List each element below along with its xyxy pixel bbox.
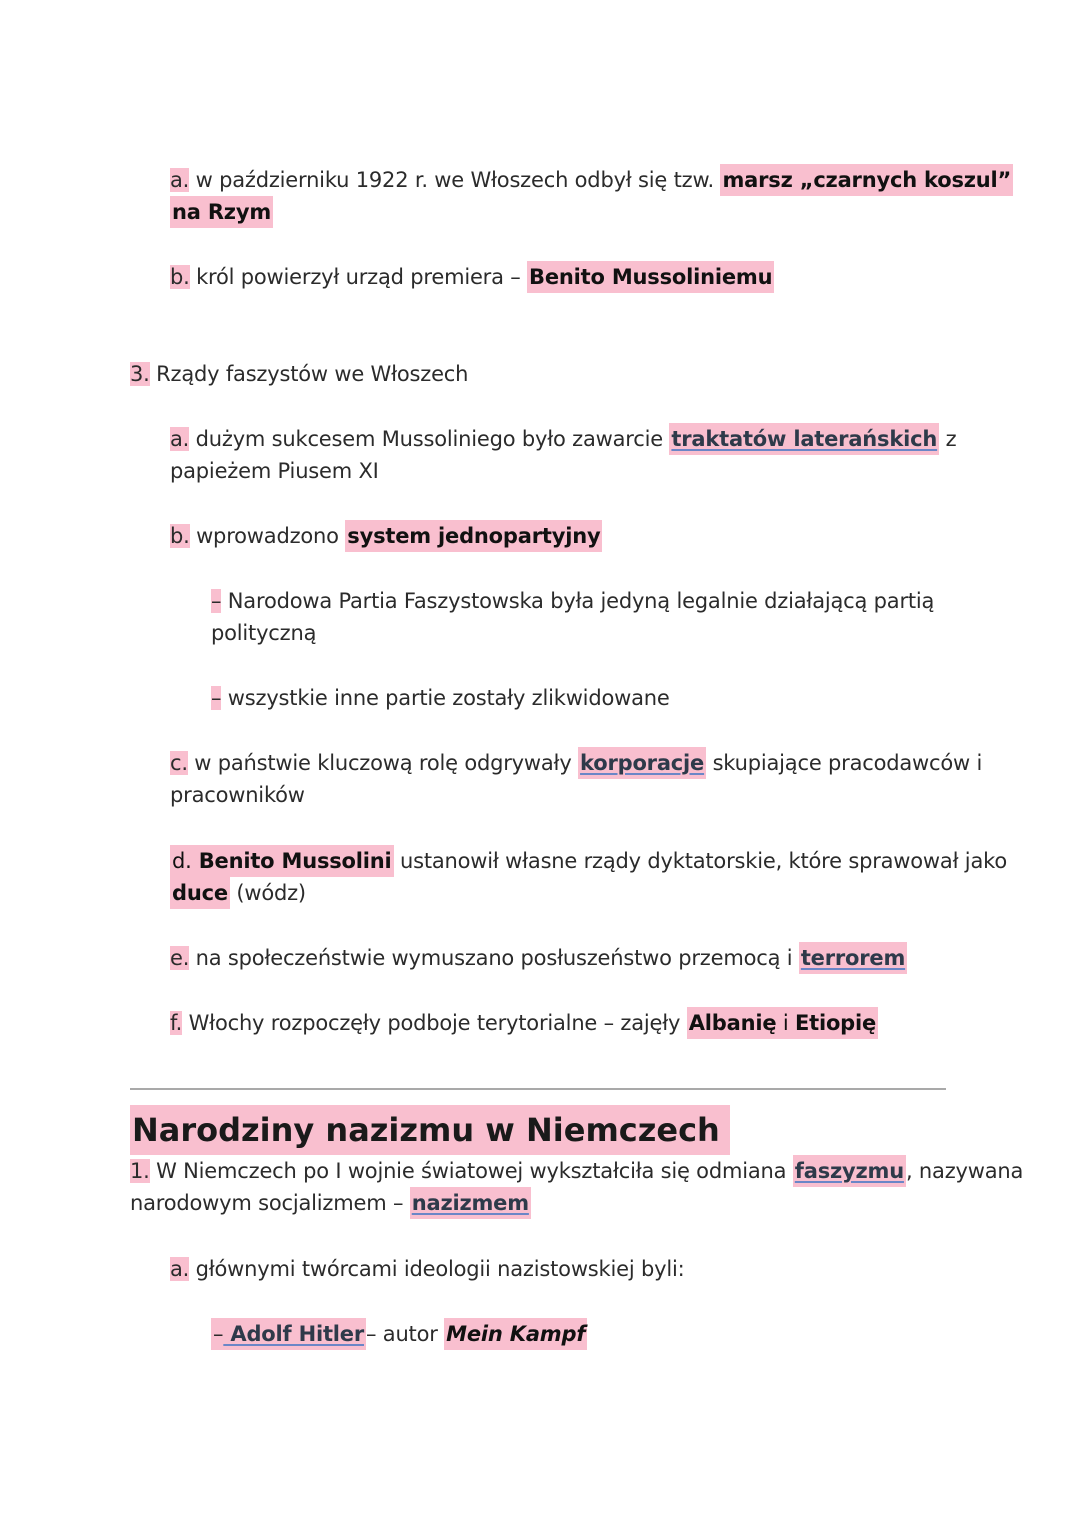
key-term: duce [170, 877, 230, 909]
subitem-3b-1-line2 [211, 617, 316, 649]
item-text: – autor [366, 1322, 445, 1346]
item-text: Narodowa Partia Faszystowska była jedyną legalnie działającą partią [221, 589, 935, 613]
item-marker: c. [170, 751, 188, 775]
item-text: z [939, 427, 957, 451]
item-3a [170, 423, 956, 455]
term-link[interactable]: terrorem [799, 942, 907, 974]
item-text: w październiku 1922 r. we Włoszech odbył się tzw. [189, 168, 721, 192]
item-text: pracowników [170, 783, 305, 807]
term-link[interactable]: Adolf Hitler [223, 1322, 364, 1346]
item-3c-line2 [170, 779, 305, 811]
dash-marker: – [211, 686, 222, 710]
section-title-text: Rządy faszystów we Włoszech [149, 362, 469, 386]
item-text: wszystkie inne partie zostały zlikwidowane [221, 686, 670, 710]
item-marker: a. [170, 168, 190, 192]
key-term: marsz „czarnych koszul” [720, 164, 1013, 196]
item-3b [170, 520, 602, 552]
section-3-title [130, 358, 468, 390]
key-term: Benito Mussoliniemu [527, 261, 774, 293]
item-marker: a. [170, 1257, 190, 1281]
item-marker: d. [172, 849, 192, 873]
item-text: dużym sukcesem Mussoliniego było zawarcie [189, 427, 670, 451]
key-term [170, 845, 394, 877]
term-link[interactable]: traktatów laterańskich [669, 423, 939, 455]
item-text: wprowadzono [189, 524, 346, 548]
item-3d [170, 845, 1007, 877]
item-2a-line2 [170, 196, 273, 228]
item-text: w państwie kluczową rolę odgrywały [187, 751, 579, 775]
item-2a [170, 164, 1013, 196]
term-link[interactable]: korporacje [578, 747, 706, 779]
horizontal-divider [130, 1088, 946, 1090]
item-text: narodowym socjalizmem – [130, 1191, 410, 1215]
section-number: 3. [130, 362, 150, 386]
key-term-group [211, 1318, 366, 1350]
item-text: skupiające pracodawców i [706, 751, 983, 775]
nazism-subitem-a1 [211, 1318, 587, 1350]
section-heading: Narodziny nazizmu w Niemczech [130, 1105, 730, 1155]
item-marker: b. [170, 265, 190, 289]
item-3a-line2 [170, 455, 379, 487]
item-text: polityczną [211, 621, 317, 645]
nazism-p1 [130, 1155, 1023, 1187]
item-text: W Niemczech po I wojnie światowej wykształciła się odmiana [149, 1159, 793, 1183]
key-term-group [687, 1007, 878, 1039]
item-marker: a. [170, 427, 190, 451]
nazism-p1-line2 [130, 1187, 531, 1219]
item-text: papieżem Piusem XI [170, 459, 379, 483]
key-term-text: Benito Mussolini [191, 849, 392, 873]
item-marker: b. [170, 524, 190, 548]
item-text: i [776, 1011, 795, 1035]
key-term: Etiopię [794, 1011, 877, 1035]
term-link[interactable]: nazizmem [410, 1187, 531, 1219]
item-text: głównymi twórcami ideologii nazistowskiej byli: [189, 1257, 685, 1281]
book-title: Mein Kampf [444, 1318, 587, 1350]
key-term: Albanię [688, 1011, 777, 1035]
term-link[interactable]: faszyzmu [793, 1155, 906, 1187]
key-term: na Rzym [170, 196, 273, 228]
item-text: (wódz) [229, 881, 306, 905]
key-term: system jednopartyjny [345, 520, 602, 552]
item-3c [170, 747, 982, 779]
item-marker: 1. [130, 1159, 150, 1183]
item-marker: f. [170, 1011, 183, 1035]
item-3f [170, 1007, 878, 1039]
item-marker: e. [170, 946, 190, 970]
dash-marker: – [213, 1322, 224, 1346]
item-3e [170, 942, 907, 974]
subitem-3b-1 [211, 585, 934, 617]
item-text: ustanowił własne rządy dyktatorskie, które sprawował jako [393, 849, 1007, 873]
subitem-3b-2 [211, 682, 670, 714]
item-text: , nazywana [905, 1159, 1024, 1183]
item-text: na społeczeństwie wymuszano posłuszeństwo przemocą i [189, 946, 799, 970]
nazism-item-a [170, 1253, 684, 1285]
item-text: król powierzył urząd premiera – [189, 265, 528, 289]
item-3d-line2 [170, 877, 306, 909]
item-2b [170, 261, 774, 293]
dash-marker: – [211, 589, 222, 613]
item-text: Włochy rozpoczęły podboje terytorialne – zajęły [182, 1011, 687, 1035]
